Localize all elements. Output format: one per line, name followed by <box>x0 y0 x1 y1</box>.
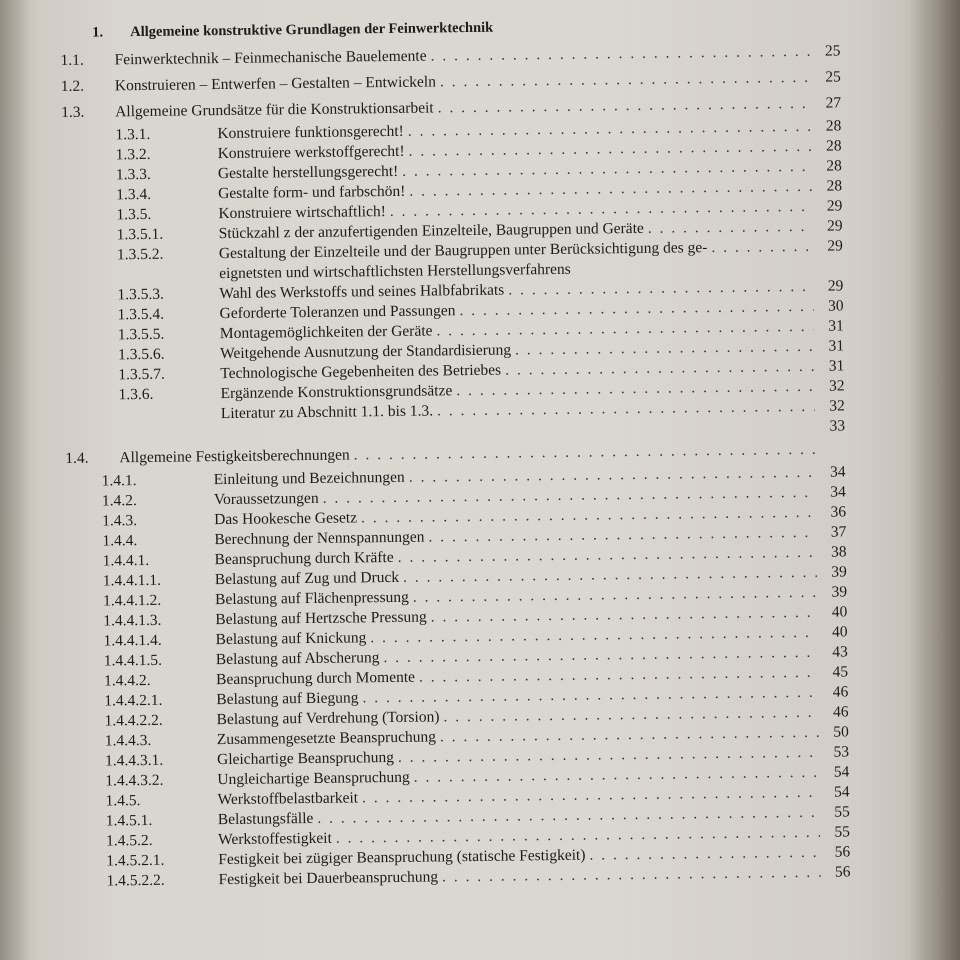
toc-entry-number: 1.4.4.1.5. <box>103 651 163 670</box>
toc-entry-page: 54 <box>833 783 850 801</box>
toc-entry-title: Zusammengesetzte Beanspruchung <box>216 728 437 749</box>
toc-entry-page: 29 <box>826 217 843 235</box>
chapter-number: 1. <box>92 24 104 41</box>
toc-entry-number: 1.4.4.2. <box>103 671 151 690</box>
toc-entry-page: 29 <box>826 197 843 215</box>
toc-entry-number: 1.4.4.3.2. <box>105 771 164 790</box>
toc-entry-number: 1.4.4.3. <box>104 731 152 750</box>
toc-entry-number: 1.4.2. <box>101 492 137 510</box>
toc-entry-page: 56 <box>834 863 851 881</box>
toc-entry-page: 32 <box>829 397 845 415</box>
toc-entry-number: 1.3.5.1. <box>116 225 164 244</box>
toc-entry-title: Festigkeit bei zügiger Beanspruchung (statische Festigkeit) <box>218 846 586 869</box>
toc-entry-page: 46 <box>832 683 849 701</box>
toc-entry-number: 1.3.5.4. <box>117 305 165 324</box>
toc-entry-page: 29 <box>827 277 844 295</box>
toc-entry-title: Ergänzende Konstruktionsgrundsätze <box>220 382 453 403</box>
toc-entry-page: 53 <box>833 743 850 761</box>
toc-entry-page: 40 <box>831 603 848 621</box>
toc-entry-number: 1.4.4.1. <box>102 551 150 570</box>
toc-entry-page: 55 <box>834 823 851 841</box>
toc-entry-page: 25 <box>825 68 841 86</box>
toc-entry-number: 1.3.1. <box>115 125 151 144</box>
toc-entry-page: 50 <box>833 723 849 741</box>
toc-entry-number: 1.4.4.1.4. <box>103 631 162 650</box>
toc-entry-number: 1.4.4.1.1. <box>102 571 162 590</box>
subsection-1-3-entries-continued <box>63 276 845 426</box>
toc-entry-page: 45 <box>832 663 849 681</box>
leader-dots <box>442 863 821 888</box>
toc-entry-title: Konstruieren – Entwerfen – Gestalten – Entwickeln <box>114 73 437 95</box>
subsection-1-3-entries <box>61 116 843 266</box>
toc-entry-title: Festigkeit bei Dauerbeanspruchung <box>218 868 439 889</box>
toc-entry-number: 1.4.5.2. <box>105 831 153 850</box>
toc-entry-page: 28 <box>826 137 842 155</box>
toc-entry-number: 1.4.5.2.1. <box>106 851 165 870</box>
main-entries <box>60 38 841 126</box>
toc-entry-title: Beanspruchung durch Momente <box>215 668 416 689</box>
toc-entry-number: 1.3.5. <box>116 205 152 224</box>
toc-entry-title: Berechnung der Nennspannungen <box>214 528 425 549</box>
toc-entry-number: 1.4.4.3.1. <box>104 751 164 770</box>
toc-entry-page: 46 <box>832 703 849 721</box>
toc-entry-number: 1.3.2. <box>115 145 151 164</box>
toc-entry-title: Das Hookesche Gesetz <box>214 509 358 529</box>
toc-entry-number: 1.3.5.5. <box>117 325 165 344</box>
toc-entry-number: 1.4.4. <box>102 532 138 550</box>
toc-entry-page: 28 <box>826 177 843 195</box>
toc-entry-number: 1.4. <box>65 449 89 467</box>
toc-entry-title: Werkstoffbelastbarkeit <box>217 789 359 809</box>
toc-entry-number: 1.4.5.1. <box>105 811 153 830</box>
toc-entry-title: Literatur zu Abschnitt 1.1. bis 1.3. <box>220 402 434 423</box>
toc-entry-title: Gestalte form- und farbschön! <box>218 182 406 203</box>
toc-entry-number <box>119 418 221 419</box>
toc-entry-number: 1.3.5.2. <box>116 245 164 264</box>
leader-dots <box>648 217 813 239</box>
toc-entry-page: 40 <box>831 623 848 641</box>
toc-entry-page: 31 <box>828 337 845 355</box>
toc-entry-page: 37 <box>830 523 847 541</box>
toc-entry-number: 1.1. <box>60 51 84 69</box>
toc-entry-title: Belastung auf Abscherung <box>215 649 380 669</box>
toc-entry-title: Belastungsfälle <box>217 809 314 829</box>
orphan-page-number: 33 <box>829 417 846 435</box>
toc-entry-page: 34 <box>830 483 846 501</box>
toc-entry-number: 1.3.6. <box>118 385 154 404</box>
toc-entry-title: Gestalte herstellungsgerecht! <box>217 162 399 183</box>
toc-entry-number: 1.3.3. <box>115 165 151 184</box>
toc-entry-number: 1.4.4.2.2. <box>104 711 163 730</box>
toc-entry-title: Belastung auf Knickung <box>215 629 367 649</box>
toc-entry-number: 1.3.5.6. <box>118 345 165 364</box>
toc-entry-title: Geforderte Toleranzen und Passungen <box>219 302 456 323</box>
toc-entry-page: 43 <box>832 643 848 661</box>
toc-entry-page: 38 <box>830 543 847 561</box>
toc-entry-title: Technologische Gegebenheiten des Betriebes <box>220 361 502 383</box>
toc-entry-page: 39 <box>831 563 847 581</box>
page-shadow-left <box>0 0 30 960</box>
toc-entry-title: Konstruiere werkstoffgerecht! <box>217 142 405 163</box>
toc-entry-page: 30 <box>827 297 844 315</box>
table-of-contents <box>60 8 851 891</box>
toc-entry-title: Stückzahl z der anzufertigenden Einzelteile, Baugruppen und Geräte <box>218 219 644 243</box>
toc-entry-title: Feinwerktechnik – Feinmechanische Bauelemente <box>114 47 427 69</box>
toc-entry-number: 1.4.5.2.2. <box>106 871 165 890</box>
toc-entry-title: Wahl des Werkstoffs und seines Halbfabrikats <box>219 281 505 303</box>
toc-entry-title: Konstruiere funktionsgerecht! <box>217 122 404 143</box>
toc-entry-number: 1.3.4. <box>116 185 152 204</box>
toc-entry-page: 27 <box>825 94 842 112</box>
toc-entry-title: Allgemeine Festigkeitsberechnungen <box>119 446 350 467</box>
toc-entry-title: Belastung auf Biegung <box>216 689 359 709</box>
toc-entry-title: Konstruiere wirtschaftlich! <box>218 203 386 223</box>
toc-entry-page: 29 <box>827 237 843 255</box>
toc-entry-page: 54 <box>833 763 850 781</box>
toc-entry-page: 34 <box>830 463 846 481</box>
toc-entry-title: Allgemeine Grundsätze für die Konstruktionsarbeit <box>115 99 434 121</box>
toc-entry-title: Belastung auf Flächenpressung <box>215 588 409 609</box>
chapter-title: Allgemeine konstruktive Grundlagen der Feinwerktechnik <box>130 19 494 41</box>
toc-entry-title: Gleichartige Beanspruchung <box>216 748 395 769</box>
leader-dots <box>711 237 813 258</box>
toc-entry-number: 1.4.4.2.1. <box>104 691 163 710</box>
toc-entry-page: 32 <box>828 377 845 395</box>
toc-entry-title: Montagemöglichkeiten der Geräte <box>219 322 433 343</box>
page-shadow-right <box>908 0 960 960</box>
toc-entry-page: 25 <box>824 42 841 60</box>
toc-entry-title: Werkstoffestigkeit <box>217 829 332 849</box>
toc-entry-title: Gestaltung der Einzelteile und der Baugruppen unter Berücksichtigung des ge- <box>218 239 708 263</box>
toc-entry-number: 1.4.4.1.2. <box>103 591 162 610</box>
toc-entry-number: 1.4.5. <box>105 792 141 810</box>
toc-entry-title: Belastung auf Zug und Druck <box>214 568 400 589</box>
toc-entry-title: Weitgehende Ausnutzung der Standardisierung <box>220 341 512 363</box>
toc-entry-page: 56 <box>834 843 851 861</box>
toc-entry-number: 1.3.5.3. <box>117 285 164 304</box>
toc-entry-page: 39 <box>831 583 848 601</box>
toc-entry-title: Belastung auf Verdrehung (Torsion) <box>216 708 440 729</box>
toc-entry-page: 28 <box>825 117 842 135</box>
toc-entry-page: 55 <box>834 803 850 821</box>
toc-entry-page: 31 <box>828 357 845 375</box>
toc-continuation-line: eignetsten und wirtschaftlichsten Herstellungsverfahrens <box>219 260 571 283</box>
toc-entry-title: Voraussetzungen <box>213 489 319 509</box>
leader-dots <box>589 843 820 866</box>
toc-entry-title: Belastung auf Hertzsche Pressung <box>215 608 427 629</box>
toc-entry-number: 1.4.1. <box>101 472 137 490</box>
toc-entry-page: 28 <box>826 157 842 175</box>
toc-entry-number: 1.2. <box>60 77 85 95</box>
toc-entry-title: Einleitung und Bezeichnungen <box>213 468 405 489</box>
toc-entry-number: 1.4.3. <box>102 512 138 530</box>
toc-entry-page: 36 <box>830 503 847 521</box>
toc-entry-title: Ungleichartige Beanspruchung <box>217 768 410 789</box>
toc-entry-number: 1.4.4.1.3. <box>103 611 162 630</box>
toc-entry-title: Beanspruchung durch Kräfte <box>214 548 394 569</box>
subsection-1-4-entries <box>66 462 851 891</box>
toc-entry-number: 1.3. <box>61 103 85 121</box>
toc-entry-number: 1.3.5.7. <box>118 365 165 384</box>
toc-entry-page: 31 <box>828 317 844 335</box>
